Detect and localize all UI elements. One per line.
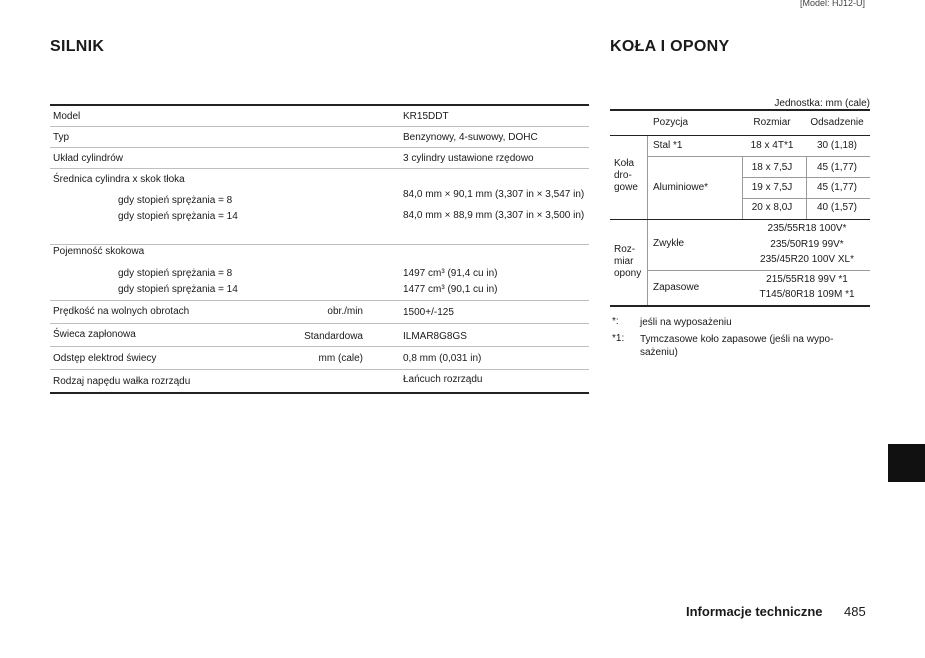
row-rule bbox=[742, 198, 870, 199]
steel-size: 18 x 4T*1 bbox=[750, 140, 794, 151]
table-top-rule bbox=[610, 109, 870, 111]
spare-size: 215/55R18 99V *1 bbox=[766, 274, 848, 285]
footnote-text: Tymczasowe koło zapasowe (jeśli na wypo-sażeniu) bbox=[640, 334, 834, 358]
row-value: 3 cylindry ustawione rzędowo bbox=[403, 153, 534, 164]
alloy-size: 19 x 7,5J bbox=[751, 182, 793, 193]
row-value: 1477 cm³ (90,1 cu in) bbox=[403, 284, 498, 295]
model-tag: [Model: HJ12-U] bbox=[800, 0, 866, 8]
row-value: 0,8 mm (0,031 in) bbox=[403, 353, 482, 364]
regular-size: 235/50R19 99V* bbox=[770, 239, 844, 250]
row-label: Odstęp elektrod świecy bbox=[53, 353, 157, 364]
table-row bbox=[50, 208, 589, 245]
row-value: ILMAR8G8GS bbox=[403, 331, 467, 342]
row-label: Pojemność skokowa bbox=[53, 246, 145, 257]
footer-section-label: Informacje techniczne bbox=[686, 604, 823, 619]
regular-size: 235/45R20 100V XL* bbox=[760, 254, 854, 265]
engine-section-title: SILNIK bbox=[50, 38, 105, 55]
alloy-offset: 45 (1,77) bbox=[816, 182, 858, 193]
steel-label: Stal *1 bbox=[653, 140, 683, 151]
row-unit: mm (cale) bbox=[318, 353, 363, 364]
alloy-offset: 45 (1,77) bbox=[816, 162, 858, 173]
row-sublabel: gdy stopień sprężania = 8 bbox=[118, 195, 233, 206]
group-line: opony bbox=[614, 268, 642, 279]
row-value: 1500+/-125 bbox=[403, 307, 454, 318]
steel-offset: 30 (1,18) bbox=[816, 140, 858, 151]
alloy-size: 20 x 8,0J bbox=[751, 202, 793, 213]
footnotes bbox=[612, 316, 870, 363]
table-row bbox=[50, 370, 589, 392]
row-rule bbox=[647, 156, 870, 157]
footnote bbox=[612, 333, 870, 359]
table-row bbox=[50, 106, 589, 127]
group-rule bbox=[610, 219, 870, 220]
column-divider bbox=[647, 220, 648, 305]
alloy-label: Aluminiowe* bbox=[653, 182, 709, 193]
spare-size: T145/80R18 109M *1 bbox=[759, 289, 855, 300]
alloy-size: 18 x 7,5J bbox=[751, 162, 793, 173]
row-value: 84,0 mm × 90,1 mm (3,307 in × 3,547 in) bbox=[403, 189, 585, 200]
row-value: KR15DDT bbox=[403, 111, 449, 122]
table-row bbox=[50, 347, 589, 370]
column-divider bbox=[742, 157, 743, 219]
table-row bbox=[50, 301, 589, 324]
table-row bbox=[50, 127, 589, 148]
header-size: Rozmiar bbox=[753, 117, 791, 128]
row-label: Model bbox=[53, 111, 81, 122]
group-tire-size bbox=[614, 244, 641, 280]
row-label: Typ bbox=[53, 132, 70, 143]
row-sublabel: gdy stopień sprężania = 8 bbox=[118, 268, 233, 279]
spare-label: Zapasowe bbox=[653, 282, 700, 293]
group-road-wheels bbox=[614, 158, 638, 194]
group-line: Roz- bbox=[614, 244, 636, 255]
table-row bbox=[50, 277, 589, 301]
group-line: miar bbox=[614, 256, 634, 267]
row-value: 84,0 mm × 88,9 mm (3,307 in × 3,500 in) bbox=[403, 210, 585, 221]
wheels-section-title: KOŁA I OPONY bbox=[610, 38, 730, 55]
footnote bbox=[612, 316, 870, 329]
table-row bbox=[50, 169, 589, 187]
footnote-mark: *: bbox=[612, 316, 619, 327]
regular-label: Zwykłe bbox=[653, 238, 685, 249]
row-unit: obr./min bbox=[327, 306, 363, 317]
alloy-offset: 40 (1,57) bbox=[816, 202, 858, 213]
header-position: Pozycja bbox=[653, 117, 689, 128]
row-label: Średnica cylindra x skok tłoka bbox=[53, 174, 185, 185]
row-value: Benzynowy, 4-suwowy, DOHC bbox=[403, 132, 538, 143]
header-rule bbox=[610, 135, 870, 136]
column-divider bbox=[647, 136, 648, 219]
table-row bbox=[50, 261, 589, 277]
table-row bbox=[50, 148, 589, 169]
row-label: Rodzaj napędu wałka rozrządu bbox=[53, 376, 191, 387]
row-sublabel: gdy stopień sprężania = 14 bbox=[118, 211, 238, 222]
engine-spec-table bbox=[50, 104, 589, 394]
table-bottom-rule bbox=[50, 392, 589, 394]
row-rule bbox=[742, 177, 870, 178]
page-number: 485 bbox=[844, 604, 866, 619]
row-label: Prędkość na wolnych obrotach bbox=[53, 306, 190, 317]
row-label: Układ cylindrów bbox=[53, 153, 124, 164]
table-row bbox=[50, 187, 589, 208]
row-rule bbox=[647, 270, 870, 271]
header-offset: Odsadzenie bbox=[810, 117, 864, 128]
footnote-text: jeśli na wyposażeniu bbox=[640, 317, 732, 328]
group-line: gowe bbox=[614, 182, 638, 193]
row-value: Łańcuch rozrządu bbox=[403, 374, 483, 385]
group-line: Koła bbox=[614, 158, 635, 169]
row-value: 1497 cm³ (91,4 cu in) bbox=[403, 268, 498, 279]
row-unit: Standardowa bbox=[304, 331, 363, 342]
group-line: dro- bbox=[614, 170, 632, 181]
table-bottom-rule bbox=[610, 305, 870, 307]
table-row bbox=[50, 245, 589, 261]
regular-size: 235/55R18 100V* bbox=[767, 223, 847, 234]
table-row bbox=[50, 324, 589, 347]
section-thumb-tab bbox=[888, 444, 925, 482]
column-divider bbox=[806, 157, 807, 219]
row-sublabel: gdy stopień sprężania = 14 bbox=[118, 284, 238, 295]
row-label: Świeca zapłonowa bbox=[53, 329, 136, 340]
unit-note: Jednostka: mm (cale) bbox=[774, 98, 870, 109]
footnote-mark: *1: bbox=[612, 333, 625, 344]
